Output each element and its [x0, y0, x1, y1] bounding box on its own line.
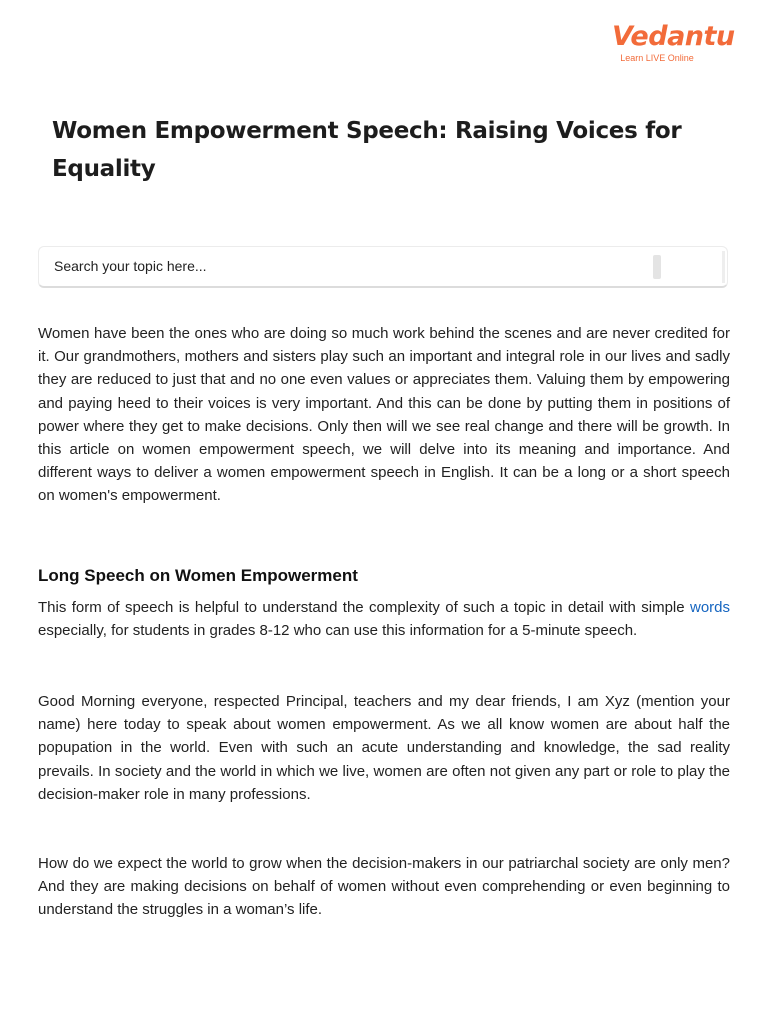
search-input[interactable] — [39, 247, 654, 285]
long-desc-text-start: This form of speech is helpful to understand the complexity of such a topic in detail with simple — [38, 598, 690, 616]
logo-wordmark: Vedantu — [612, 21, 735, 52]
search-edge-divider — [722, 251, 725, 283]
vedantu-logo[interactable] — [612, 21, 735, 64]
long-speech-heading: Long Speech on Women Empowerment — [38, 565, 358, 585]
article-body — [38, 322, 730, 922]
long-desc-text-end: especially, for students in grades 8-12 who can use this information for a 5-minute speech. — [38, 621, 638, 639]
search-scrollbar[interactable] — [653, 255, 661, 279]
words-link[interactable]: words — [689, 598, 730, 616]
page-title: Women Empowerment Speech: Raising Voices for Equality — [52, 118, 682, 182]
long-speech-description — [38, 596, 730, 642]
intro-paragraph: Women have been the ones who are doing so much work behind the scenes and are never credited for it. Our grandmothers, mothers and sisters play such an important and integral role in our lives and sadly they are reduced to just that and no one even values or appreciates them. Valuing them by empowering and paying heed to their voices is very important. And this can be done by putting them in positions of power where they get to make decisions. Only then will we see real change and there will be growth. In this article on women empowerment speech, we will delve into its meaning and importance. And different ways to deliver a women empowerment speech in English. It can be a long or a short speech on women's empowerment. — [38, 325, 730, 505]
search-bar — [38, 246, 728, 288]
speech-paragraph-2: How do we expect the world to grow when the decision-makers in our patriarchal society are only men? And they are making decisions on behalf of women without even comprehending or even beginning to understand the struggles in a woman’s life. — [38, 855, 730, 919]
logo-tagline: Learn LIVE Online — [620, 53, 694, 63]
speech-paragraph-1: Good Morning everyone, respected Principal, teachers and my dear friends, I am Xyz (mention your name) here today to speak about women empowerment. As we all know women are about half the popupation in the world. Even with such an acute understanding and knowledge, the sad reality prevails. In society and the world in which we live, women are often not given any part or role to play the decision-maker role in many professions. — [38, 693, 730, 803]
